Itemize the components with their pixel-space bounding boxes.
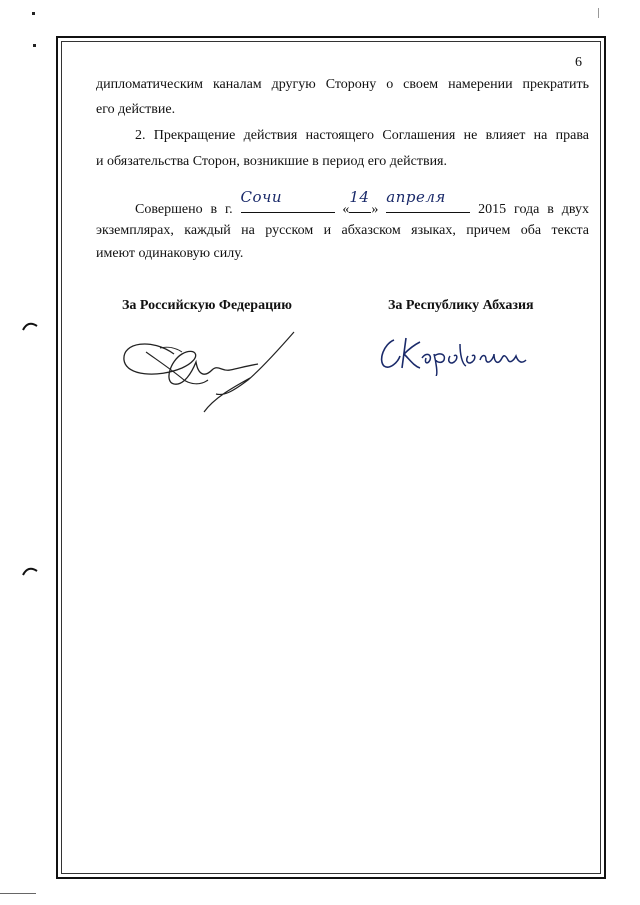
signatory-heading-russia: За Российскую Федерацию — [122, 298, 292, 313]
paragraph-line: и обязательства Сторон, возникшие в период его действия. — [96, 154, 447, 169]
scan-artifact-line — [0, 893, 36, 894]
scan-artifact-dot — [32, 12, 35, 15]
scan-artifact-dot — [598, 8, 599, 18]
quote-open: « — [342, 202, 350, 217]
scan-artifact-dot — [33, 44, 36, 47]
paragraph-line: дипломатическим каналам другую Сторону о своем намерении прекратить — [96, 77, 589, 92]
signature-russia — [112, 328, 302, 414]
signatory-heading-abkhazia: За Республику Абхазия — [388, 298, 534, 313]
scan-artifact-mark — [22, 318, 38, 332]
completion-line: экземплярах, каждый на русском и абхазском языках, причем оба текста — [96, 223, 589, 238]
city-handwritten: Сочи — [240, 188, 282, 206]
quote-close: » — [371, 202, 379, 217]
paragraph-line: его действие. — [96, 102, 176, 117]
paragraph-line: 2. Прекращение действия настоящего Соглашения не влияет на права — [135, 128, 589, 143]
month-handwritten: апреля — [386, 188, 446, 206]
day-blank — [349, 188, 371, 213]
day-handwritten: 14 — [349, 188, 370, 206]
year-text: 2015 года в двух — [478, 202, 590, 217]
scan-artifact-mark — [22, 563, 38, 577]
city-blank — [240, 188, 335, 213]
signature-abkhazia — [376, 332, 530, 376]
completion-intro: Совершено в г. — [135, 202, 233, 217]
month-blank — [386, 188, 470, 213]
completion-line — [135, 188, 590, 219]
completion-line: имеют одинаковую силу. — [96, 246, 244, 261]
page-number: 6 — [575, 55, 582, 70]
